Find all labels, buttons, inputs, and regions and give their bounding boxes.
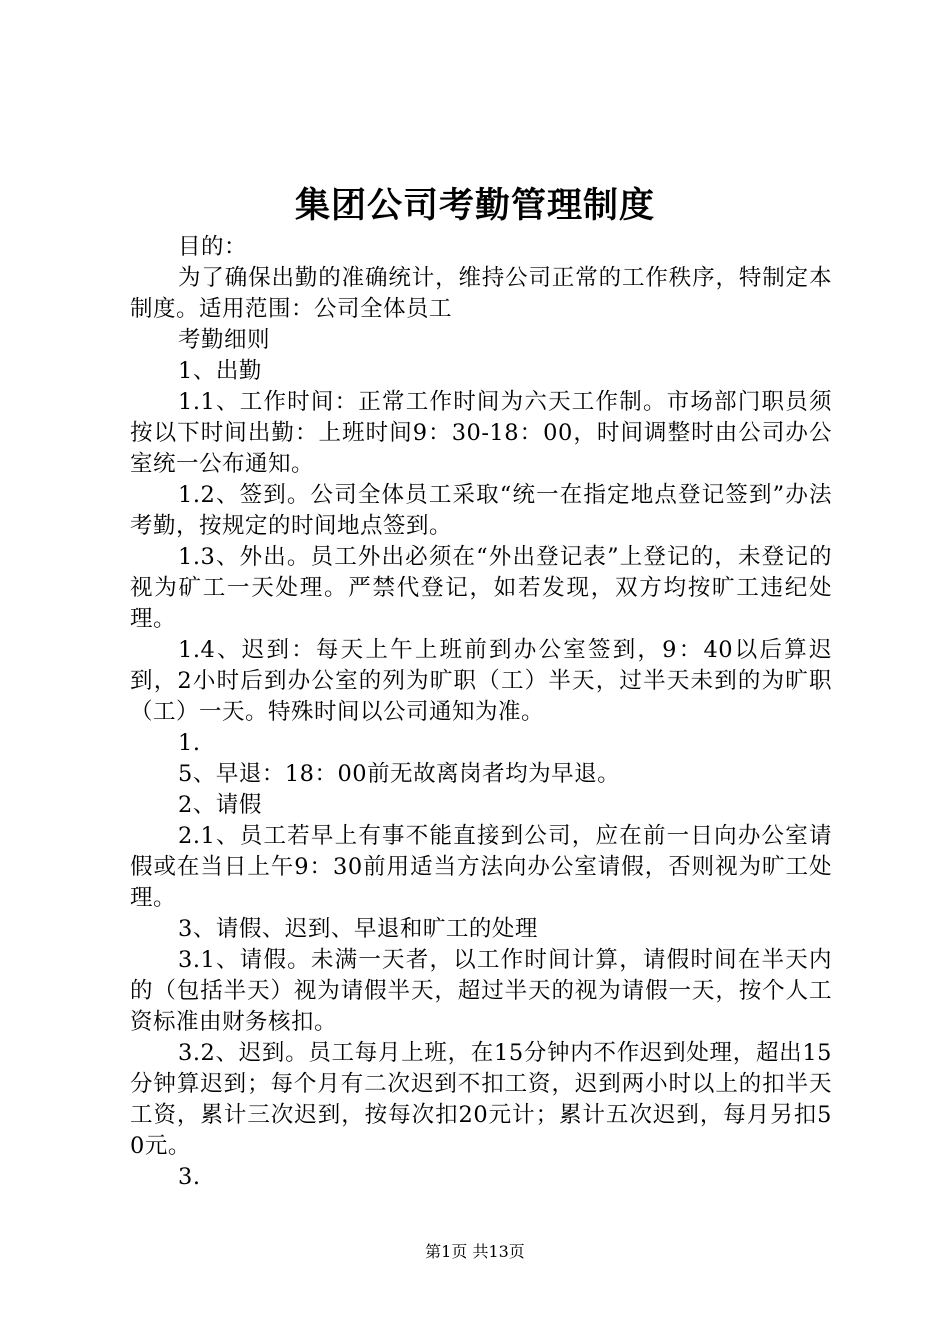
paragraph-rules-heading: 考勤细则 — [178, 327, 271, 353]
paragraph-early-leave: 5、早退：18：00前无故离岗者均为早退。 — [178, 761, 621, 787]
document-title: 集团公司考勤管理制度 — [294, 186, 655, 226]
paragraph-purpose-heading: 目的： — [178, 234, 248, 260]
paragraph-1-4: 1.4、迟到：每天上午上班前到办公室签到，9：40以后算迟到，2小时后到办公室的列为旷职（工）半天，过半天未到的为旷职（工）一天。特殊时间以公司通知为准。 — [130, 637, 832, 725]
paragraph-2-1: 2.1、员工若早上有事不能直接到公司，应在前一日向办公室请假或在当日上午9：30前用适当方法向办公室请假，否则视为旷工处理。 — [130, 823, 832, 911]
paragraph-section-2: 2、请假 — [178, 792, 262, 818]
paragraph-3-fragment: 3. — [178, 1164, 201, 1190]
paragraph-purpose: 为了确保出勤的准确统计，维持公司正常的工作秩序，特制定本制度。适用范围：公司全体员工 — [130, 265, 832, 322]
paragraph-3-2: 3.2、迟到。员工每月上班，在15分钟内不作迟到处理，超出15分钟算迟到；每个月有二次迟到不扣工资，迟到两小时以上的扣半天工资，累计三次迟到，按每次扣20元计；累计五次迟到，每月另扣50元。 — [130, 1040, 832, 1159]
paragraph-section-1: 1、出勤 — [178, 358, 262, 384]
paragraph-3-1: 3.1、请假。未满一天者，以工作时间计算，请假时间在半天内的（包括半天）视为请假半天，超过半天的视为请假一天，按个人工资标准由财务核扣。 — [130, 947, 832, 1035]
page-footer: 第1页 共13页 — [425, 1242, 525, 1261]
document-body — [130, 232, 832, 1193]
paragraph-1-1: 1.1、工作时间：正常工作时间为六天工作制。市场部门职员须按以下时间出勤：上班时间9：30-18：00，时间调整时由公司办公室统一公布通知。 — [130, 389, 832, 477]
paragraph-1-fragment: 1. — [178, 730, 201, 756]
paragraph-1-3: 1.3、外出。员工外出必须在“外出登记表”上登记的，未登记的视为矿工一天处理。严禁代登记，如若发现，双方均按旷工违纪处理。 — [130, 544, 832, 632]
paragraph-section-3: 3、请假、迟到、早退和旷工的处理 — [178, 916, 538, 942]
paragraph-1-2: 1.2、签到。公司全体员工采取“统一在指定地点登记签到”办法考勤，按规定的时间地点签到。 — [130, 482, 832, 539]
